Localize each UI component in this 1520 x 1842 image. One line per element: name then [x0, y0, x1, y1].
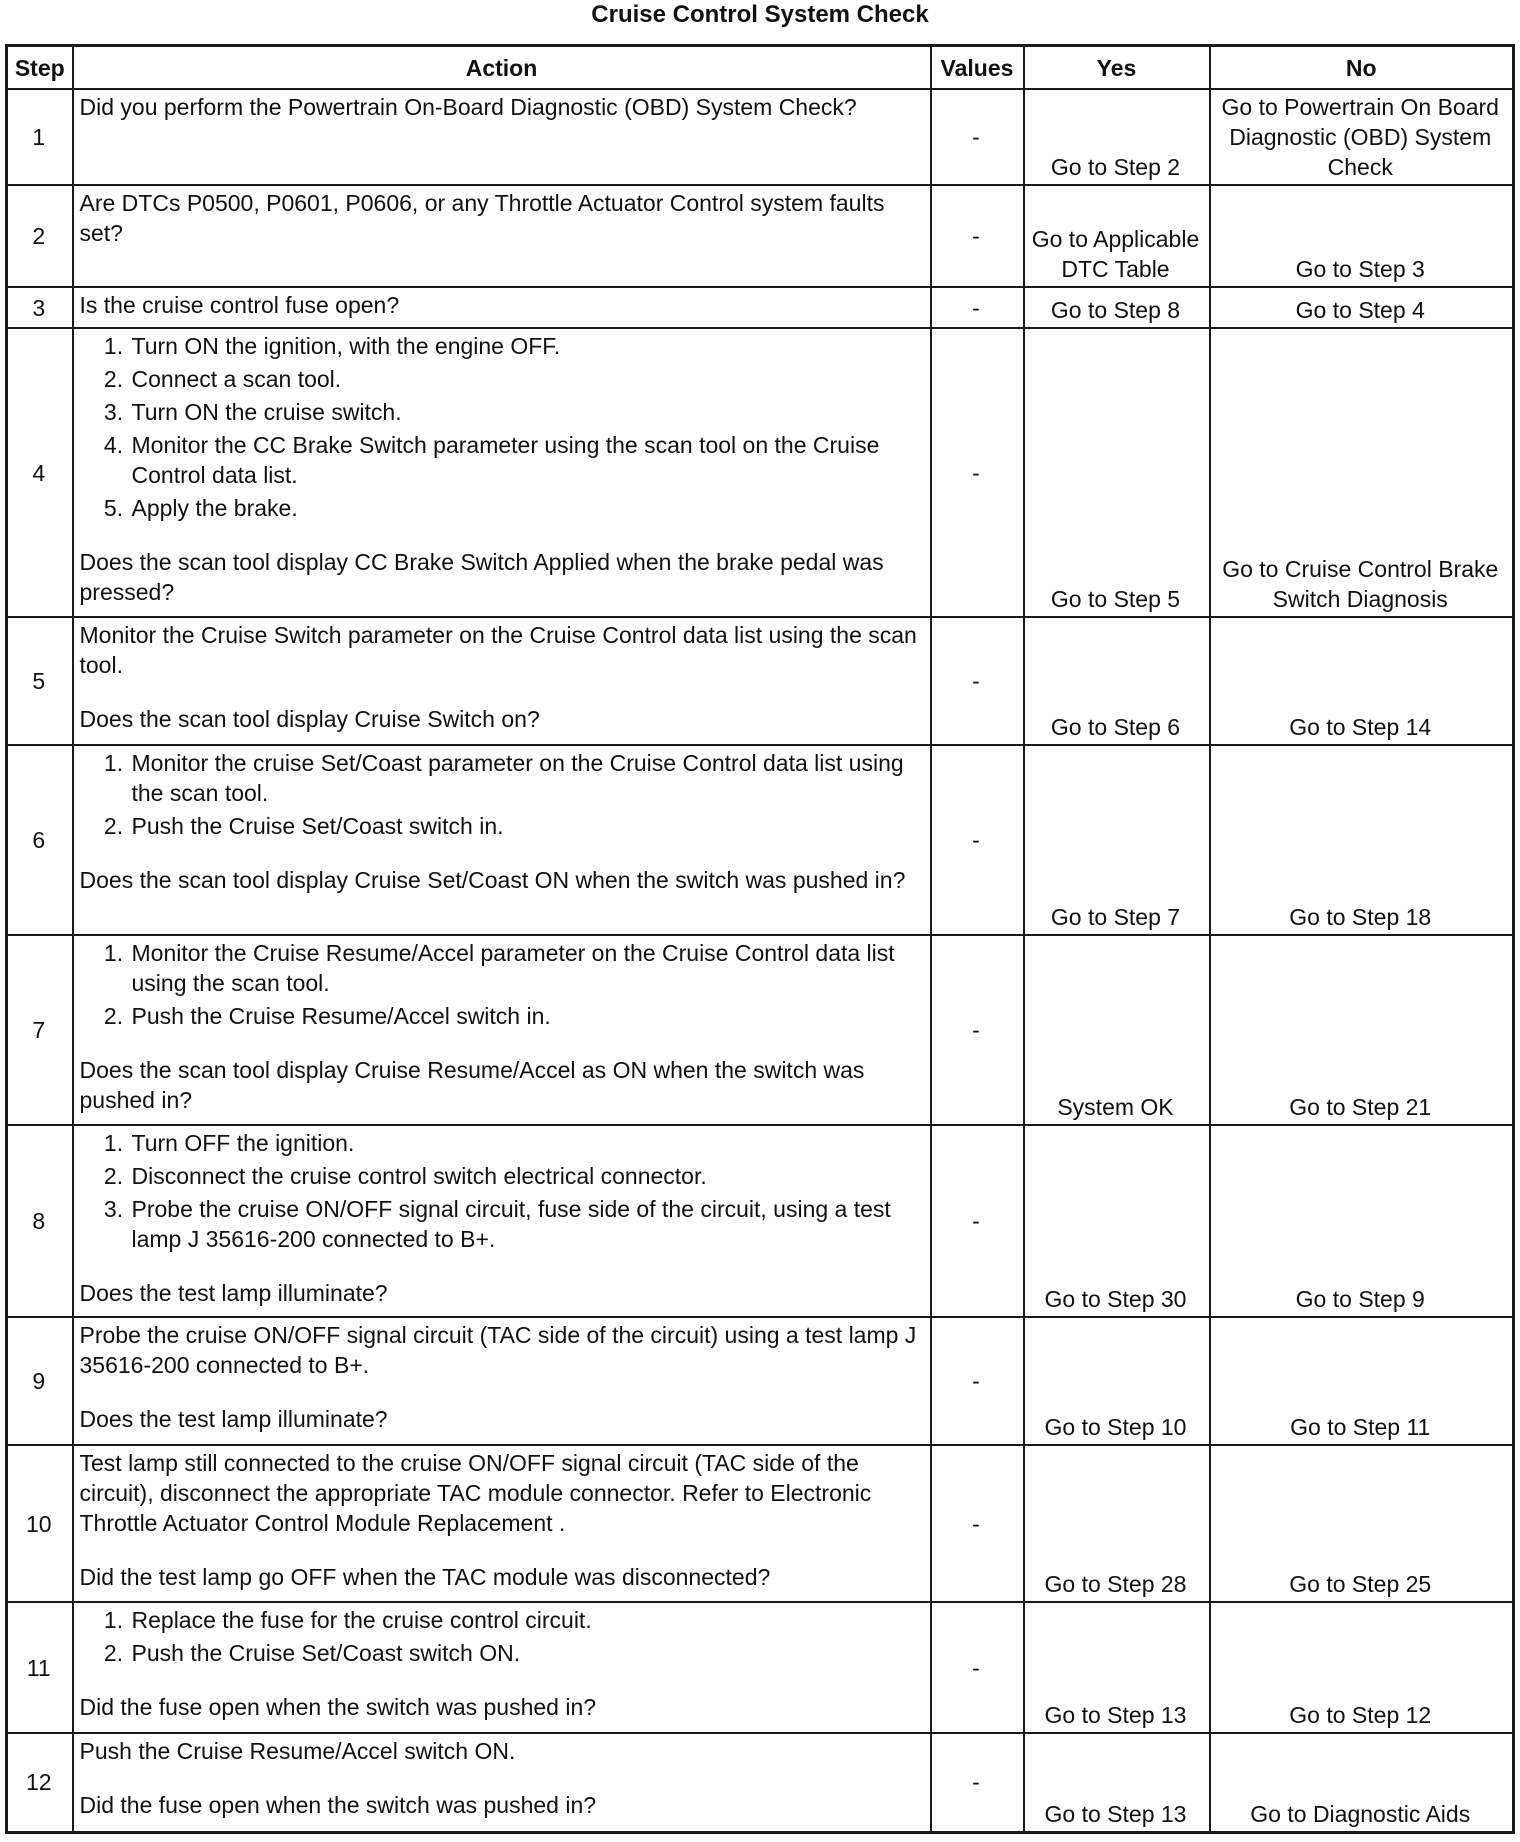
header-row — [7, 46, 1514, 90]
values-cell: - — [931, 745, 1024, 935]
table-row — [7, 745, 1514, 935]
question-text: Does the test lamp illuminate? — [79, 1280, 388, 1306]
procedure-step: 2. Disconnect the cruise control switch electrical connector. — [130, 1161, 922, 1191]
no-result: Go to Step 14 — [1210, 617, 1514, 745]
table-row — [7, 935, 1514, 1125]
question-text: Does the scan tool display Cruise Set/Coast ON when the switch was pushed in? — [79, 867, 906, 893]
step-number: 2 — [7, 185, 73, 287]
action-text: Did you perform the Powertrain On-Board Diagnostic (OBD) System Check? — [79, 94, 857, 120]
question-text: Does the scan tool display Cruise Switch on? — [79, 706, 540, 732]
spacer — [80, 1031, 922, 1055]
action-cell — [73, 328, 931, 617]
procedure-step: 2. Push the Cruise Resume/Accel switch in. — [130, 1001, 922, 1031]
no-result: Go to Powertrain On Board Diagnostic (OBD) System Check — [1210, 89, 1514, 185]
spacer — [80, 1254, 922, 1278]
values-cell: - — [931, 185, 1024, 287]
yes-result: Go to Step 5 — [1024, 328, 1210, 617]
step-number: 5 — [7, 617, 73, 745]
yes-result: Go to Step 30 — [1024, 1125, 1210, 1317]
yes-result: Go to Step 13 — [1024, 1602, 1210, 1733]
action-cell — [73, 617, 931, 745]
values-cell: - — [931, 617, 1024, 745]
no-result: Go to Step 25 — [1210, 1445, 1514, 1602]
table-row — [7, 185, 1514, 287]
action-cell — [73, 1445, 931, 1602]
no-result: Go to Step 12 — [1210, 1602, 1514, 1733]
table-row — [7, 1733, 1514, 1832]
question-text: Did the fuse open when the switch was pushed in? — [79, 1792, 597, 1818]
no-result: Go to Step 21 — [1210, 935, 1514, 1125]
table-body — [7, 89, 1514, 1832]
column-header-yes: Yes — [1024, 46, 1210, 90]
yes-result: Go to Step 13 — [1024, 1733, 1210, 1832]
step-number: 12 — [7, 1733, 73, 1832]
question-text: Did the test lamp go OFF when the TAC module was disconnected? — [79, 1564, 771, 1590]
procedure-list — [80, 1128, 922, 1254]
action-cell — [73, 185, 931, 287]
procedure-step: 5. Apply the brake. — [130, 493, 922, 523]
step-number: 3 — [7, 287, 73, 328]
values-cell: - — [931, 89, 1024, 185]
spacer — [80, 1668, 922, 1692]
table-row — [7, 1445, 1514, 1602]
spacer — [80, 1538, 922, 1562]
values-cell: - — [931, 1125, 1024, 1317]
table-row — [7, 1125, 1514, 1317]
step-number: 10 — [7, 1445, 73, 1602]
procedure-list — [80, 331, 922, 523]
table-row — [7, 89, 1514, 185]
action-cell — [73, 1733, 931, 1832]
action-text: Monitor the Cruise Switch parameter on the Cruise Control data list using the scan tool. — [79, 622, 917, 678]
procedure-list — [80, 1605, 922, 1668]
action-cell — [73, 1125, 931, 1317]
procedure-step: 1. Monitor the Cruise Resume/Accel parameter on the Cruise Control data list using the scan tool. — [130, 938, 922, 998]
spacer — [80, 523, 922, 547]
no-result: Go to Step 3 — [1210, 185, 1514, 287]
column-header-action: Action — [73, 46, 931, 90]
table-row — [7, 287, 1514, 328]
step-number: 8 — [7, 1125, 73, 1317]
step-number: 11 — [7, 1602, 73, 1733]
step-number: 4 — [7, 328, 73, 617]
system-check-table — [5, 44, 1515, 1834]
yes-result: System OK — [1024, 935, 1210, 1125]
table-row — [7, 328, 1514, 617]
procedure-step: 1. Turn OFF the ignition. — [130, 1128, 922, 1158]
no-result: Go to Step 9 — [1210, 1125, 1514, 1317]
question-text: Does the scan tool display Cruise Resume/Accel as ON when the switch was pushed in? — [79, 1057, 865, 1113]
no-result: Go to Step 4 — [1210, 287, 1514, 328]
procedure-list — [80, 938, 922, 1031]
step-number: 9 — [7, 1317, 73, 1445]
yes-result: Go to Step 28 — [1024, 1445, 1210, 1602]
action-cell — [73, 745, 931, 935]
table-row — [7, 1602, 1514, 1733]
column-header-step: Step — [7, 46, 73, 90]
action-text: Push the Cruise Resume/Accel switch ON. — [79, 1738, 516, 1764]
procedure-step: 3. Probe the cruise ON/OFF signal circuit, fuse side of the circuit, using a test lamp J 35616-200 connected to B+. — [130, 1194, 922, 1254]
action-cell — [73, 287, 931, 328]
yes-result: Go to Step 6 — [1024, 617, 1210, 745]
spacer — [80, 1766, 922, 1790]
page-title: Cruise Control System Check — [591, 1, 929, 28]
step-number: 6 — [7, 745, 73, 935]
yes-result: Go to Step 10 — [1024, 1317, 1210, 1445]
procedure-step: 4. Monitor the CC Brake Switch parameter using the scan tool on the Cruise Control data list. — [130, 430, 922, 490]
values-cell: - — [931, 935, 1024, 1125]
table-row — [7, 617, 1514, 745]
step-number: 7 — [7, 935, 73, 1125]
step-number: 1 — [7, 89, 73, 185]
action-cell — [73, 1317, 931, 1445]
question-text: Does the scan tool display CC Brake Switch Applied when the brake pedal was pressed? — [79, 549, 884, 605]
procedure-step: 3. Turn ON the cruise switch. — [130, 397, 922, 427]
spacer — [80, 680, 922, 704]
question-text: Does the test lamp illuminate? — [79, 1406, 388, 1432]
procedure-step: 2. Push the Cruise Set/Coast switch in. — [130, 811, 922, 841]
values-cell: - — [931, 1445, 1024, 1602]
yes-result: Go to Step 7 — [1024, 745, 1210, 935]
yes-result: Go to Applicable DTC Table — [1024, 185, 1210, 287]
action-cell — [73, 89, 931, 185]
values-cell: - — [931, 287, 1024, 328]
procedure-step: 2. Push the Cruise Set/Coast switch ON. — [130, 1638, 922, 1668]
values-cell: - — [931, 328, 1024, 617]
action-text: Test lamp still connected to the cruise ON/OFF signal circuit (TAC side of the circuit), disconnect the appropriate TAC module connector. Refer to Electronic Throttle Actuator Control Module Replacement . — [79, 1450, 872, 1536]
action-text: Are DTCs P0500, P0601, P0606, or any Throttle Actuator Control system faults set? — [79, 190, 885, 246]
values-cell: - — [931, 1317, 1024, 1445]
yes-result: Go to Step 8 — [1024, 287, 1210, 328]
spacer — [80, 841, 922, 865]
procedure-step: 1. Replace the fuse for the cruise control circuit. — [130, 1605, 922, 1635]
action-cell — [73, 935, 931, 1125]
yes-result: Go to Step 2 — [1024, 89, 1210, 185]
table-row — [7, 1317, 1514, 1445]
procedure-step: 2. Connect a scan tool. — [130, 364, 922, 394]
procedure-list — [80, 748, 922, 841]
no-result: Go to Step 11 — [1210, 1317, 1514, 1445]
no-result: Go to Step 18 — [1210, 745, 1514, 935]
no-result: Go to Diagnostic Aids — [1210, 1733, 1514, 1832]
action-text: Probe the cruise ON/OFF signal circuit (TAC side of the circuit) using a test lamp J 35616-200 connected to B+. — [79, 1322, 917, 1378]
action-cell — [73, 1602, 931, 1733]
values-cell: - — [931, 1733, 1024, 1832]
column-header-values: Values — [931, 46, 1024, 90]
procedure-step: 1. Monitor the cruise Set/Coast parameter on the Cruise Control data list using the scan tool. — [130, 748, 922, 808]
column-header-no: No — [1210, 46, 1514, 90]
spacer — [80, 1380, 922, 1404]
values-cell: - — [931, 1602, 1024, 1733]
question-text: Did the fuse open when the switch was pushed in? — [79, 1694, 597, 1720]
action-text: Is the cruise control fuse open? — [79, 292, 400, 318]
no-result: Go to Cruise Control Brake Switch Diagnosis — [1210, 328, 1514, 617]
procedure-step: 1. Turn ON the ignition, with the engine OFF. — [130, 331, 922, 361]
